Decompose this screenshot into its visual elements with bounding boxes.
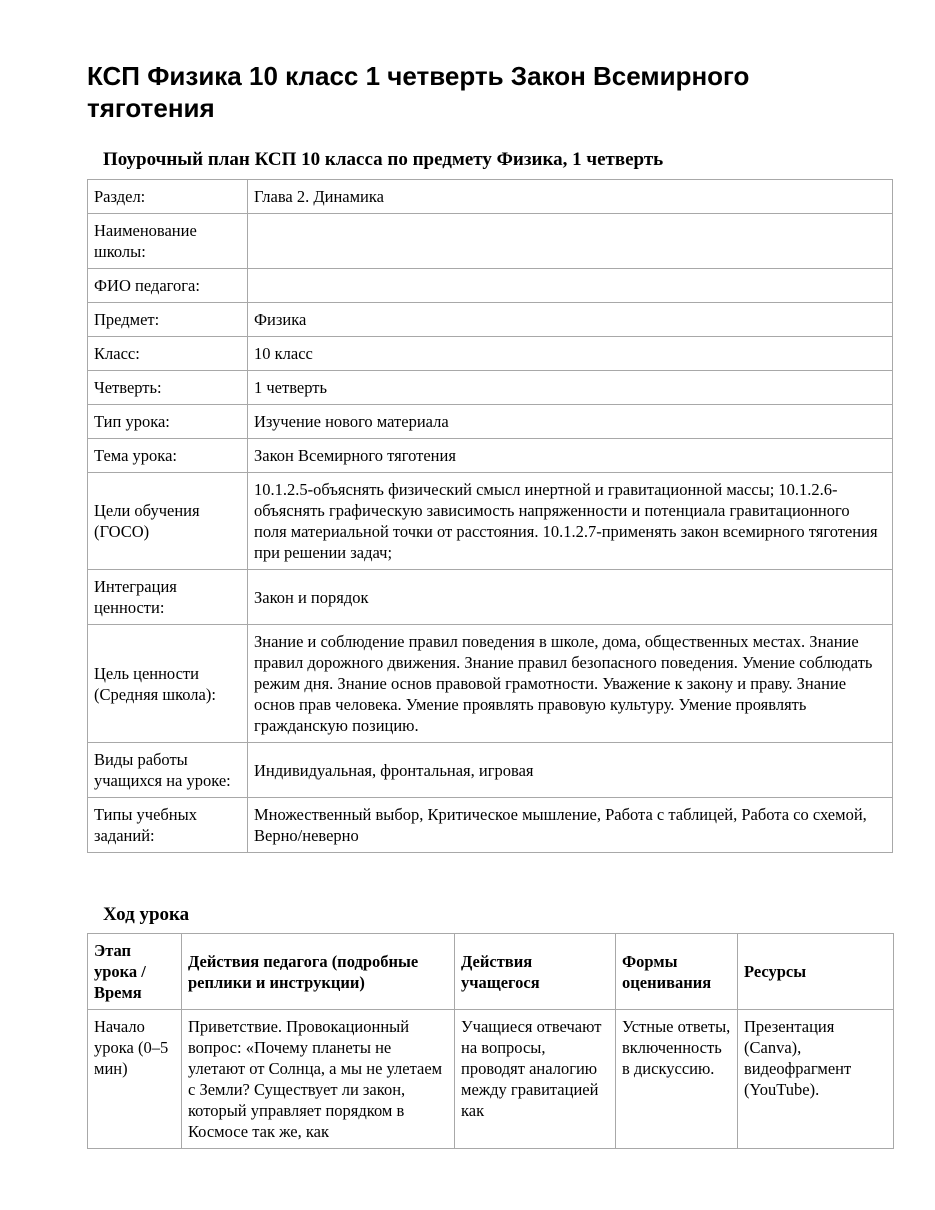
plan-row-quarter [88,371,893,405]
plan-value: Физика [248,303,893,337]
plan-row-teacher [88,269,893,303]
plan-value: Закон и порядок [248,570,893,625]
plan-row-topic [88,439,893,473]
plan-row-work-types [88,743,893,798]
lesson-table [87,933,894,1149]
plan-row-value-goal [88,625,893,743]
lesson-row [88,1010,894,1149]
plan-row-section [88,180,893,214]
plan-label: Тема урока: [88,439,248,473]
lesson-assessment-cell: Устные ответы, включенность в дискуссию. [616,1010,738,1149]
plan-value [248,269,893,303]
plan-label: Тип урока: [88,405,248,439]
plan-value: Закон Всемирного тяготения [248,439,893,473]
lesson-heading: Ход урока [103,904,190,925]
plan-value: 10.1.2.5-объяснять физический смысл инертной и гравитационной массы; 10.1.2.6-объяснять графическую зависимость напряженности и потенциала гравитационного поля материальной точки от расстояния. 10.1.2.7-применять закон всемирного тяготения при решении задач; [248,473,893,570]
plan-value: Изучение нового материала [248,405,893,439]
plan-row-task-types [88,798,893,853]
plan-value: Знание и соблюдение правил поведения в школе, дома, общественных местах. Знание правил дорожного движения. Знание правил безопасного поведения. Умение соблюдать режим дня. Знание основ правовой грамотности. Уважение к закону и праву. Знание основ прав человека. Умение проявлять правовую культуру. Умение проявлять гражданскую позицию. [248,625,893,743]
plan-heading: Поурочный план КСП 10 класса по предмету Физика, 1 четверть [103,149,664,170]
plan-label: Предмет: [88,303,248,337]
plan-label: Класс: [88,337,248,371]
plan-label: ФИО педагога: [88,269,248,303]
column-header-student: Действия учащегося [455,934,616,1010]
lesson-student-cell: Учащиеся отвечают на вопросы, проводят аналогию между гравитацией как [455,1010,616,1149]
plan-table [87,179,893,853]
plan-label: Раздел: [88,180,248,214]
plan-label: Наименование школы: [88,214,248,269]
plan-value: 10 класс [248,337,893,371]
document-title: КСП Физика 10 класс 1 четверть Закон Всемирного тяготения [87,61,750,123]
plan-row-grade [88,337,893,371]
plan-label: Четверть: [88,371,248,405]
plan-label: Цели обучения (ГОСО) [88,473,248,570]
lesson-stage-cell: Начало урока (0–5 мин) [88,1010,182,1149]
plan-label: Цель ценности (Средняя школа): [88,625,248,743]
plan-value: Глава 2. Динамика [248,180,893,214]
plan-label: Типы учебных заданий: [88,798,248,853]
plan-row-subject [88,303,893,337]
plan-row-value-integration [88,570,893,625]
column-header-assessment: Формы оценивания [616,934,738,1010]
lesson-teacher-cell: Приветствие. Провокационный вопрос: «Почему планеты не улетают от Солнца, а мы не улетаем с Земли? Существует ли закон, который управляет порядком в Космосе так же, как [182,1010,455,1149]
plan-label: Интеграция ценности: [88,570,248,625]
plan-value: Множественный выбор, Критическое мышление, Работа с таблицей, Работа со схемой, Верно/неверно [248,798,893,853]
plan-row-lesson-type [88,405,893,439]
column-header-resources: Ресурсы [738,934,894,1010]
lesson-header-row [88,934,894,1010]
plan-value [248,214,893,269]
plan-value: Индивидуальная, фронтальная, игровая [248,743,893,798]
plan-row-learning-goals [88,473,893,570]
plan-value: 1 четверть [248,371,893,405]
column-header-teacher: Действия педагога (подробные реплики и инструкции) [182,934,455,1010]
plan-row-school [88,214,893,269]
column-header-stage: Этап урока / Время [88,934,182,1010]
lesson-resources-cell: Презентация (Canva), видеофрагмент (YouTube). [738,1010,894,1149]
plan-label: Виды работы учащихся на уроке: [88,743,248,798]
